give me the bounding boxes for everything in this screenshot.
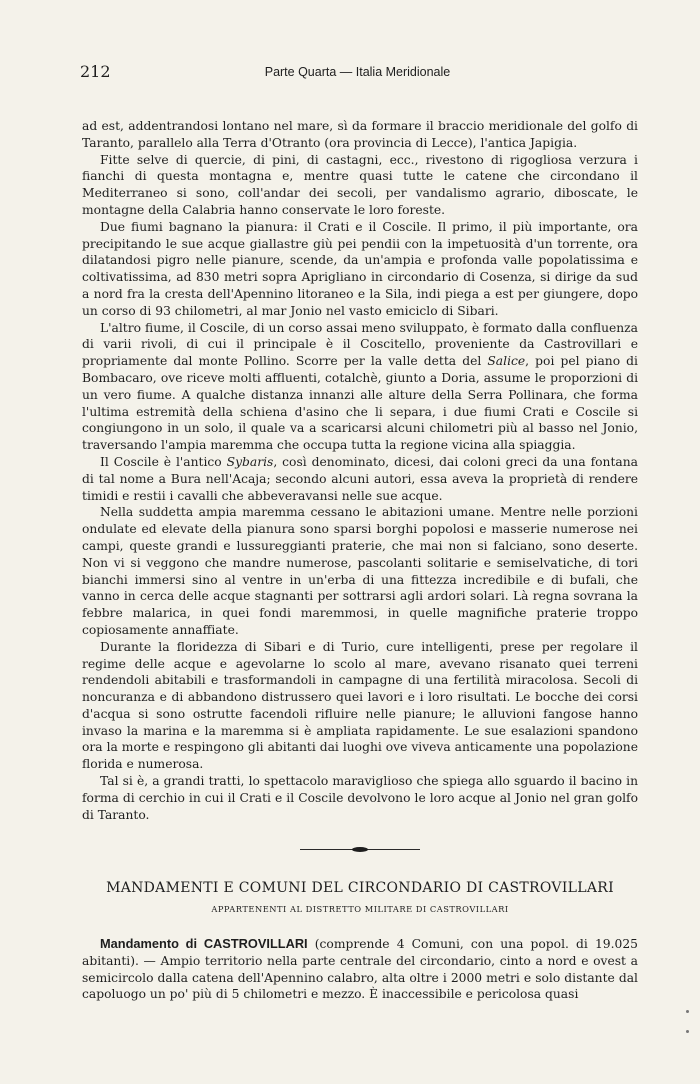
page-header [80, 62, 635, 92]
paragraph: Durante la floridezza di Sibari e di Turio, cure intelligenti, prese per regolare il regime delle acque e agevolarne lo scolo al mare, avevano risanato quei terreni rendendoli abitabili e trasformandoli in campagne di una fertilità miracolosa. Secoli di noncuranza e di abbandono distrussero quei lavori e i loro risultati. Le bocche dei corsi d'acqua si sono ostrutte facendoli rifluire nelle pianure; le alluvioni fangose hanno invaso la marina e la maremma si è ampliata rapidamente. Le sue esalazioni spandono ora la morte e respingono gli abitanti dai luoghi ove viveva anticamente una popolazione florida e numerosa. [82, 639, 638, 772]
section-title: MANDAMENTI E COMUNI DEL CIRCONDARIO DI CASTROVILLARI [106, 880, 614, 896]
paragraph: L'altro fiume, il Coscile, di un corso assai meno sviluppato, è formato dalla confluenza di varii rivoli, di cui il principale è il Coscitello, proveniente da Castrovillari e propriamente dal monte Pollino. Scorre per la valle detta del Salice, poi pel piano di Bombacaro, ove riceve molti affluenti, cotalchè, giunto a Doria, assume le proporzioni di un vero fiume. A qualche distanza innanzi alle alture della Serra Pollinara, che forma l'ultima estremità della schiena d'asino che li separa, i due fiumi Crati e Coscile si congiungono in un solo, il quale va a scaricarsi alcuni chilometri più al basso nel Jonio, traversando l'ampia maremma che occupa tutta la regione vicina alla spiaggia. [82, 320, 638, 453]
paragraph: Due fiumi bagnano la pianura: il Crati e il Coscile. Il primo, il più importante, ora precipitando le sue acque giallastre giù pei pendii con la impetuosità d'un torrente, ora dilatandosi pigro nelle pianure, scende, da un'ampia e profonda valle popolatissima e coltivatissima, ad 830 metri sopra Aprigliano in circondario di Cosenza, si dirige da sud a nord fra la cresta dell'Apennino litoraneo e la Sila, indi piega a est per giungere, dopo un corso di 93 chilometri, al mar Jonio nel vasto emiciclo di Sibari. [82, 219, 638, 318]
paragraph: Nella suddetta ampia maremma cessano le abitazioni umane. Mentre nelle porzioni ondulate ed elevate della pianura sono sparsi borghi popolosi e masserie numerose nei campi, queste grandi e lussureggianti praterie, che mai non si falciano, sono deserte. Non vi si veggono che mandre numerose, pascolanti solitarie e semiselvatiche, di tori bianchi immersi sino al ventre in un'erba di una fittezza incredibile e di bufali, che vanno in cerca delle acque stagnanti per sottrarsi agli ardori solari. Là regna sovrana la febbre malarica, in quei fondi maremmosi, in quelle magnifiche praterie troppo copiosamente annaffiate. [82, 505, 638, 637]
mandamento-entry [82, 936, 638, 1003]
entry-lead: Mandamento di CASTROVILLARI [100, 936, 308, 951]
paragraph: ad est, addentrandosi lontano nel mare, sì da formare il braccio meridionale del golfo di Taranto, parallelo alla Terra d'Otranto (ora provincia di Lecce), l'antica Japigia. [82, 119, 638, 150]
entry-text: (comprende 4 Comuni, con una popol. di 19.025 abitanti). — Ampio territorio nella parte centrale del circondario, cinto a nord e ovest a semicircolo dalla catena dell'Apennino calabro, alta oltre i 2000 metri e solo distante dal capoluogo un po' più di 5 chilometri e mezzo. È inaccessibile e pericolosa quasi [82, 937, 638, 1002]
section-subtitle: APPARTENENTI AL DISTRETTO MILITARE DI CASTROVILLARI [211, 904, 509, 914]
body-text [82, 118, 638, 823]
section-divider [300, 847, 420, 853]
paragraph: Fitte selve di quercie, di pini, di castagni, ecc., rivestono di rigogliosa verzura i fianchi di questa montagna e, mentre quasi tutte le catene che circondano il Mediterraneo si sono, coll'andar dei secoli, per vandalismo agrario, diboscate, le montagne della Calabria hanno conservate le loro foreste. [82, 152, 638, 217]
margin-speck [686, 1010, 689, 1013]
margin-speck [686, 1030, 689, 1033]
divider-ornament [352, 847, 368, 852]
paragraph: Il Coscile è l'antico Sybaris, così denominato, dicesi, dai coloni greci da una fontana di tal nome a Bura nell'Acaja; secondo alcuni autori, essa aveva la proprietà di rendere timidi e restii i cavalli che abbeveravansi nelle sue acque. [82, 454, 638, 503]
page-number: 212 [80, 62, 111, 81]
running-title: Parte Quarta — Italia Meridionale [264, 65, 451, 79]
paragraph: Tal si è, a grandi tratti, lo spettacolo maraviglioso che spiega allo sguardo il bacino in forma di cerchio in cui il Crati e il Coscile devolvono le loro acque al Jonio nel gran golfo di Taranto. [82, 774, 638, 822]
